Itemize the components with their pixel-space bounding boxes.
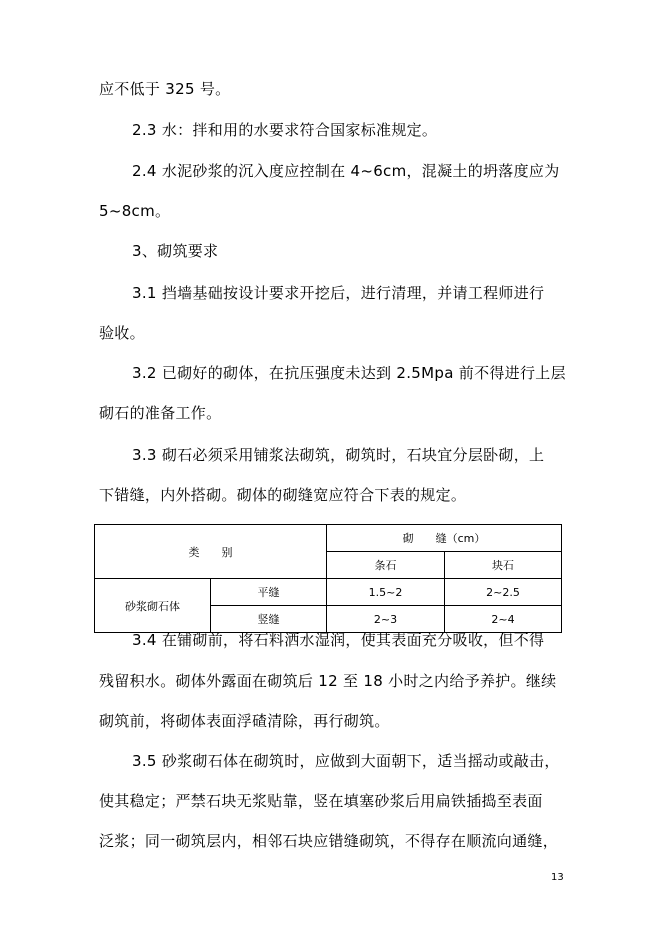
text-line-9: 砌石的准备工作。 xyxy=(99,404,222,422)
table-header-block-stone: 块石 xyxy=(445,552,562,579)
table-cell: 1.5~2 xyxy=(327,579,445,606)
text-line-13: 残留积水。砌体外露面在砌筑后 12 至 18 小时之内给予养护。继续 xyxy=(99,672,557,690)
text-line-14: 砌筑前，将砌体表面浮碴清除，再行砌筑。 xyxy=(99,712,390,730)
text-line-1: 应不低于 325 号。 xyxy=(99,80,231,98)
table-cell: 2~3 xyxy=(327,606,445,633)
text-line-11: 下错缝，内外搭砌。砌体的砌缝宽应符合下表的规定。 xyxy=(99,486,467,504)
text-line-15: 3.5 砂浆砌石体在砌筑时，应做到大面朝下，适当摇动或敲击， xyxy=(132,752,560,770)
table-header-category: 类 别 xyxy=(95,525,327,579)
text-line-10: 3.3 砌石必须采用铺浆法砌筑，砌筑时，石块宜分层卧砌，上 xyxy=(132,446,545,464)
text-line-17: 泛浆；同一砌筑层内，相邻石块应错缝砌筑，不得存在顺流向通缝， xyxy=(99,832,559,850)
table-cell: 2~2.5 xyxy=(445,579,562,606)
text-line-4: 5~8cm。 xyxy=(99,202,171,220)
text-line-7: 验收。 xyxy=(99,324,145,342)
text-line-2: 2.3 水：拌和用的水要求符合国家标准规定。 xyxy=(132,121,438,139)
table-header-strip-stone: 条石 xyxy=(327,552,445,579)
text-line-8: 3.2 已砌好的砌体，在抗压强度未达到 2.5Mpa 前不得进行上层 xyxy=(132,364,566,382)
text-line-3: 2.4 水泥砂浆的沉入度应控制在 4~6cm，混凝土的坍落度应为 xyxy=(132,162,560,180)
text-line-16: 使其稳定；严禁石块无浆贴靠，竖在填塞砂浆后用扁铁插捣至表面 xyxy=(99,792,543,810)
text-line-6: 3.1 挡墙基础按设计要求开挖后，进行清理，并请工程师进行 xyxy=(132,284,545,302)
page-number: 13 xyxy=(551,872,564,883)
section-heading: 3、砌筑要求 xyxy=(132,242,219,260)
text-line-12: 3.4 在铺砌前，将石料洒水湿润，使其表面充分吸收，但不得 xyxy=(132,631,545,649)
table-header-joint: 砌 缝（cm） xyxy=(327,525,562,552)
table-cell: 2~4 xyxy=(445,606,562,633)
table-row-label: 竖缝 xyxy=(211,606,327,633)
joint-width-table xyxy=(94,524,562,633)
table-row-group-label: 砂浆砌石体 xyxy=(95,579,211,633)
table-row-label: 平缝 xyxy=(211,579,327,606)
